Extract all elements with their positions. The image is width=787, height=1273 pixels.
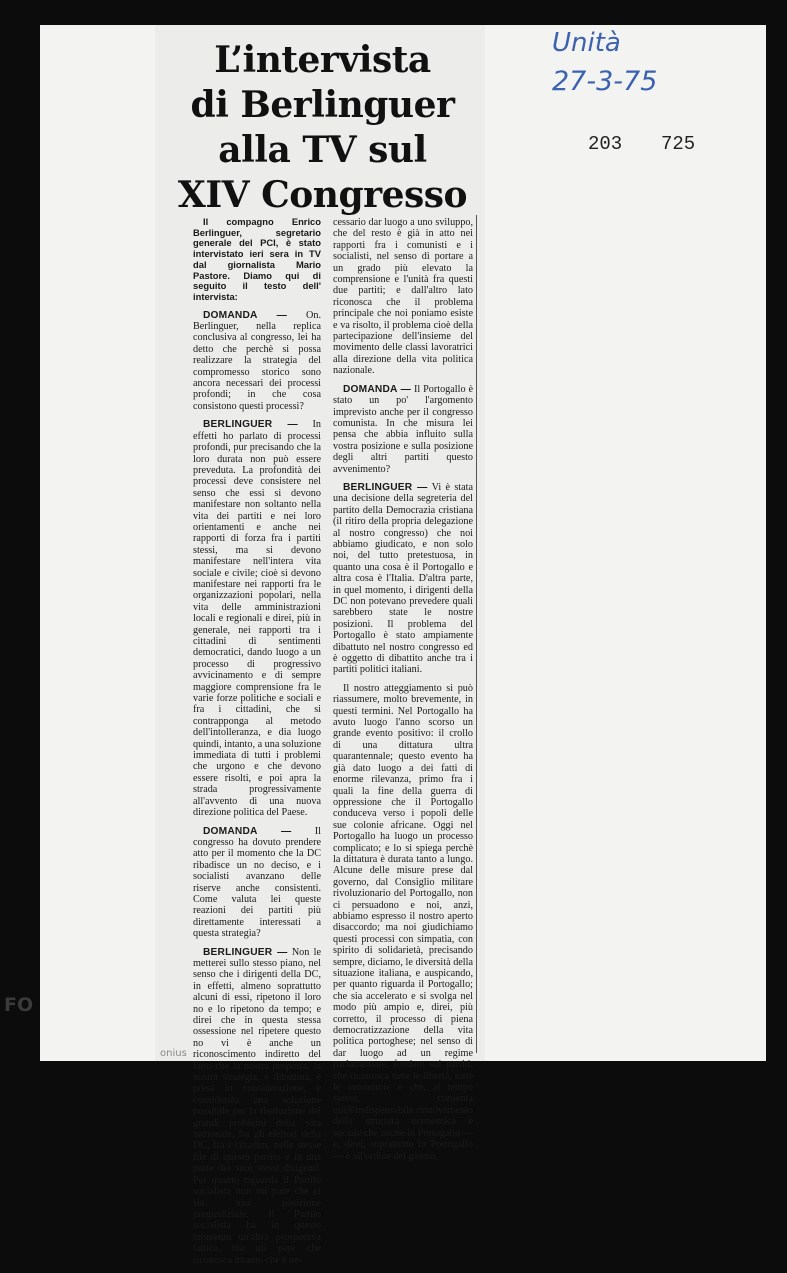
article-intro: Il compagno Enrico Berlinguer, segretario generale del PCI, è stato intervistato ieri sera in TV dal giornalista Mario Pastore. Diamo qui di seguito il testo dell' intervista: bbox=[193, 216, 321, 302]
headline-line-2: di Berlinguer bbox=[190, 84, 455, 126]
headline-line-4: XIV Congresso bbox=[177, 174, 468, 216]
question-3-text: Il Portogallo è stato un po' l'argomento imprevisto anche per il congresso comunista. In che misura lei pensa che abbia influito sulla vostra posizione e sulla posizione degli altri partiti questo avvenimento? bbox=[333, 383, 473, 475]
answer-1 bbox=[193, 419, 321, 818]
question-3 bbox=[333, 384, 473, 475]
watermark-left: FO bbox=[4, 994, 34, 1016]
question-2-lead: DOMANDA — bbox=[203, 825, 292, 837]
question-1 bbox=[193, 310, 321, 413]
handwritten-source: Unità bbox=[552, 28, 621, 58]
answer-1-lead: BERLINGUER — bbox=[203, 419, 298, 431]
column-divider bbox=[476, 215, 477, 1053]
archive-stamp-right: 725 bbox=[661, 133, 696, 155]
watermark-bottom: onius bbox=[160, 1048, 187, 1059]
headline-line-1: L’intervista bbox=[214, 39, 431, 81]
question-2-text: Il congresso ha dovuto prendere atto per il momento che la DC ribadisce un no deciso, e i socialisti avanzano delle riserve anche consistenti. Come valuta lei queste reazioni dei partiti più direttamente interessati a questa strategia? bbox=[193, 825, 322, 940]
answer-3-text: Vi è stata una decisione della segreteria del partito della Democrazia cristiana (il ritiro della propria delegazione al nostro congresso) che noi abbiamo giudicato, e non solo noi, del tutto pretestuosa, in quanto una cosa è il Portogallo e altra cosa è l'Italia. D'altra parte, in quel momento, i dirigenti della DC non potevano prevedere quali sarebbero state le nostre posizioni. Il problema del Portogallo è stato ampiamente dibattuto nel nostro congresso ed è oggetto di dibattito anche tra i partiti politici italiani. bbox=[333, 481, 473, 676]
article-column-2 bbox=[333, 217, 473, 1169]
answer-1-text: In effetti ho parlato di processi profondi, pur precisando che la loro durata non può essere preveduta. La profondità dei processi deve consistere nel senso che essi si devono manifestare non soltanto nella vita dei partiti e nei loro orientamenti e anche nei rapporti di forza fra i partiti stessi, ma si devono manifestare nell'intera vita sociale e civile; cioè si devono manifestare nei rapporti fra le organizzazioni popolari, nella vita delle amministrazioni locali e regionali e direi, più in generale, nei rapporti tra i cittadini di sentimenti democratici, dando luogo a un processo di progressivo avvicinamento e di sempre maggiore comprensione fra le varie forze politiche e sociali e fra i cittadini, che si contrapponga al metodo dell'intolleranza, e dia luogo quindi, intanto, a una soluzione immediata di tutti i problemi che urgono e che devono essere risolti, e poi apra la strada progressivamente all'avvento di una nuova direzione politica del Paese. bbox=[193, 419, 321, 819]
question-1-text: On. Berlinguer, nella replica conclusiva al congresso, lei ha detto che perchè si possa realizzare la strategia del compromesso storico sono ancora necessari dei processi profondi; in che cosa consistono questi processi? bbox=[193, 309, 321, 412]
archive-stamp-left: 203 bbox=[588, 133, 623, 155]
article-column-1 bbox=[193, 217, 321, 1273]
answer-2-lead: BERLINGUER — bbox=[203, 946, 288, 958]
question-1-lead: DOMANDA — bbox=[203, 309, 288, 321]
headline-line-3: alla TV sul bbox=[218, 129, 427, 171]
answer-2-text: Non le metterei sullo stesso piano, nel senso che i dirigenti della DC, in effetti, almeno soprattutto alcuni di essi, ripetono il loro no e lo ripetono da tempo; e direi che in questa stessa ossessione nel ripetere questo no vi è anche un riconoscimento indiretto del fatto che la nostra proposta, la nostra strategia, è dibattuta, è presa in considerazione, è considerata una soluzione possibile per la risoluzione dei grandi problemi della vita nazionale, fra gli elettori della DC, fra i cittadini, nelle stesse file di questo partito e in una parte dei suoi stessi dirigenti. Per quanto riguarda il Partito socialista non mi pare che ci sia una posizione pregiudiziale. Il Partito socialista ha in questo momento un'altra prospettiva tattica, ma mi pare che riconosca intanto che è ne- bbox=[193, 946, 321, 1266]
answer-2-continued: cessario dar luogo a uno sviluppo, che del resto è già in atto nei rapporti fra i comunisti e i socialisti, nel senso di portare a un grado più elevato la comprensione e l'unità fra questi due partiti; e dall'altro lato riconosca che il problema principale che noi poniamo esiste e va risolto, il problema cioè della partecipazione dell'insieme del movimento delle classi lavoratrici alla direzione della vita politica nazionale. bbox=[333, 217, 473, 377]
question-3-lead: DOMANDA — bbox=[343, 383, 412, 395]
answer-2 bbox=[193, 947, 321, 1266]
answer-3 bbox=[333, 482, 473, 676]
headline bbox=[170, 38, 475, 218]
question-2 bbox=[193, 826, 321, 940]
handwritten-date: 27-3-75 bbox=[552, 66, 658, 97]
answer-3-lead: BERLINGUER — bbox=[343, 481, 428, 493]
answer-3-continued: Il nostro atteggiamento si può riassumere, molto brevemente, in questi termini. Nel Portogallo ha avuto luogo l'anno scorso un grande evento positivo: il crollo di una dittatura ultra quarantennale; questo evento ha già dato luogo a dei fatti di enorme rilevanza, primo fra i quali la fine della guerra di oppressione che il Portogallo conduceva verso i popoli delle sue colonie africane. Oggi nel Portogallo ha luogo un processo complicato; e lo si spiega perchè la dittatura è durata tanto a lungo. Alcune delle misure prese dal governo, dal Consiglio militare rivoluzionario del Portogallo, non ci persuadono e noi, anzi, abbiamo espresso il nostro aperto disaccordo; ma noi giudichiamo questi processi con simpatia, con spirito di solidarietà, precisando sempre, diciamo, le diversità della situazione italiana, e auspicando, per quanto riguarda il Portogallo; che sia accelerato e si svolga nel modo più ampio e, direi, più corretto, il processo di piena democratizzazione della vita politica portoghese; nel senso di dar luogo ad un regime parlamentare, fondato sui partiti, che riconosca tutte le libertà, tutte le autonomie e che, al tempo stesso, consenta quell'indispensabile rinnovamento della struttura economica e sociale che anche in Portogallo — e, direi, soprattutto in Portogallo — è all'ordine del giorno. bbox=[333, 682, 473, 1162]
